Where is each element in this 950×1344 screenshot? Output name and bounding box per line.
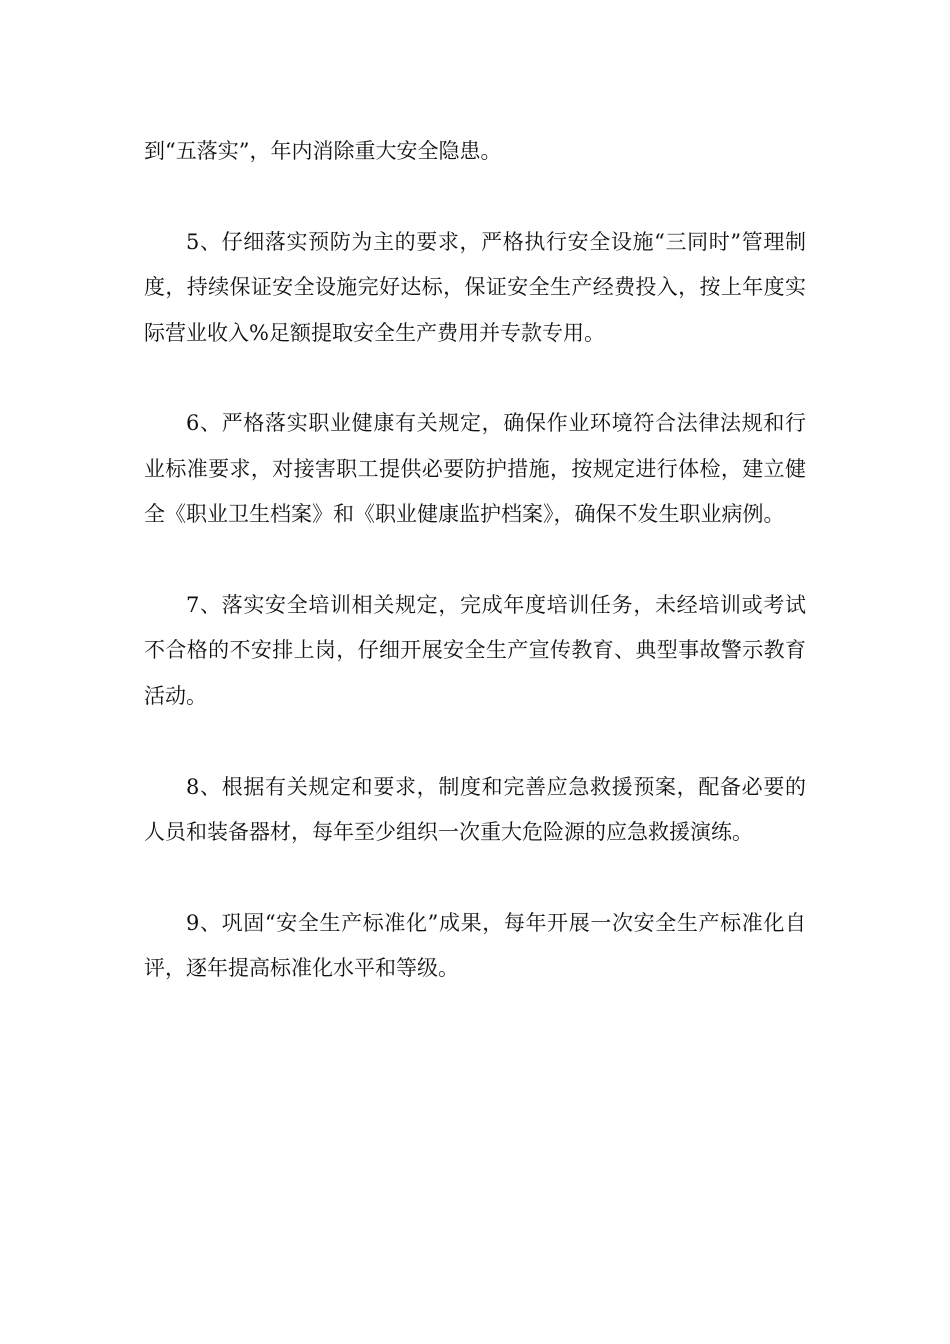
document-body (144, 129, 806, 992)
paragraph-item-7: 7、落实安全培训相关规定，完成年度培训任务，未经培训或考试不合格的不安排上岗，仔细开展安全生产宣传教育、典型事故警示教育活动。 (144, 593, 806, 708)
paragraph-item-5: 5、仔细落实预防为主的要求，严格执行安全设施“三同时”管理制度，持续保证安全设施完好达标，保证安全生产经费投入，按上年度实际营业收入%足额提取安全生产费用并专款专用。 (144, 229, 806, 345)
paragraph-item-9: 9、巩固“安全生产标准化”成果，每年开展一次安全生产标准化自评，逐年提高标准化水平和等级。 (144, 910, 806, 981)
paragraph-item-6: 6、严格落实职业健康有关规定，确保作业环境符合法律法规和行业标准要求，对接害职工提供必要防护措施，按规定进行体检，建立健全《职业卫生档案》和《职业健康监护档案》，确保不发生职业病例。 (144, 411, 806, 527)
paragraph-continuation: 到“五落实”，年内消除重大安全隐患。 (144, 139, 502, 163)
paragraph-item-8: 8、根据有关规定和要求，制度和完善应急救援预案，配备必要的人员和装备器材，每年至少组织一次重大危险源的应急救援演练。 (144, 774, 806, 845)
